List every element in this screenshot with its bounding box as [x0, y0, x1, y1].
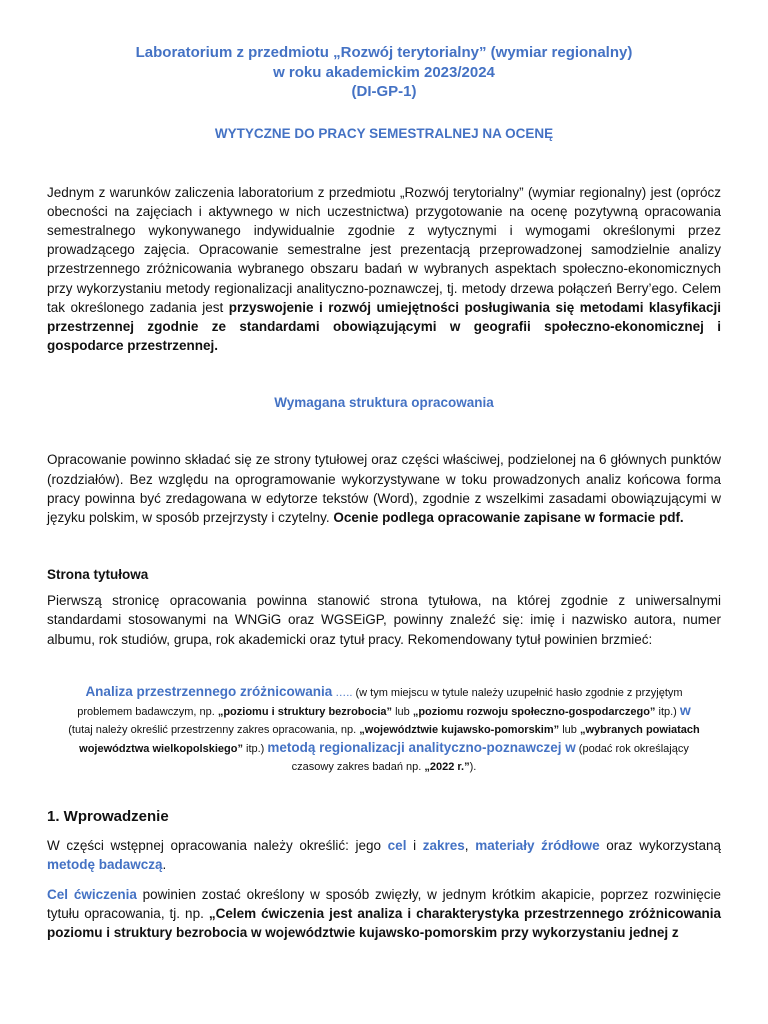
structure-text: Opracowanie powinno składać się ze strony tytułowej oraz części właściwej, podzielonej na 6 głównych punktów (rozdziałów). Bez względu na oprogramowanie wykorzystywane w toku prowadzonych analiz końcowa forma pracy powinna być zredagowana w edytorze tekstów (Word), zgodnie z wszelkimi zasadami obowiązującymi w języku polskim, w sposób przejrzysty i czytelny. — [47, 452, 721, 525]
rec-title-part-1: Analiza przestrzennego zróżnicowania — [85, 683, 333, 699]
structure-paragraph — [47, 450, 721, 527]
recommended-title-block — [67, 683, 701, 777]
s1-metode: metodę badawczą — [47, 857, 163, 873]
s1-text-c: , — [464, 838, 476, 854]
rec-w: w — [679, 702, 691, 719]
document-subtitle: WYTYCZNE DO PRACY SEMESTRALNEJ NA OCENĘ — [214, 125, 554, 141]
intro-text: Jednym z warunków zaliczenia laboratorium z przedmiotu „Rozwój terytorialny” (wymiar regionalny) jest (oprócz obecności na zajęciach i aktywnego w nich uczestnictwa) przygotowanie na ocenę pozytywną opracowania semestralnego wykonywanego indywidualnie zgodnie z wytycznymi i wymogami określonymi przez prowadzącego zajęcia. Opracowanie semestralne jest prezentacją przeprowadzonej samodzielnie analizy przestrzennego zróżnicowania wybranego obszaru badań w wybranych aspektach społeczno-ekonomicznych przy wykorzystaniu metody regionalizacji analityczno-poznawczej, tj. metody drzewa połączeń Berry’ego. Celem tak określonego zadania jest — [47, 184, 721, 315]
s1-text-b: i — [406, 838, 423, 854]
header-line-1: Laboratorium z przedmiotu „Rozwój terytorialny” (wymiar regionalny) — [135, 44, 633, 61]
title-page-heading: Strona tytułowa — [47, 567, 149, 583]
rec-end: ). — [469, 760, 477, 773]
s1-cel-cwiczenia: Cel ćwiczenia — [47, 886, 137, 902]
s1-cel: cel — [387, 838, 407, 854]
rec-dots: ….. — [332, 686, 356, 699]
intro-bold-text: przyswojenie i rozwój umiejętności posługiwania się metodami klasyfikacji przestrzennej zgodnie ze standardami obowiązującymi w geografii społeczno-ekonomicznej i gospodarce przestrzennej. — [47, 299, 721, 354]
rec-example-3: „województwie kujawsko-pomorskim” — [359, 723, 560, 736]
structure-title: Wymagana struktura opracowania — [274, 395, 494, 411]
s1-text-d: oraz wykorzystaną — [599, 838, 721, 854]
rec-example-1: „poziomu i struktury bezrobocia” — [217, 706, 393, 719]
section-1-heading: 1. Wprowadzenie — [47, 808, 169, 826]
s1-text-e: . — [162, 857, 167, 873]
rec-note-3: (podać rok określający czasowy zakres badań np. — [291, 743, 689, 773]
rec-title-part-2: metodą regionalizacji analityczno-poznawczej w — [267, 740, 576, 756]
s1-text-a: W części wstępnej opracowania należy określić: jego — [47, 838, 388, 854]
rec-example-5: „2022 r.” — [424, 760, 470, 773]
intro-paragraph — [47, 183, 721, 356]
rec-note-2: (tutaj należy określić przestrzenny zakres opracowania, np. — [68, 723, 360, 736]
rec-example-2: „poziomu rozwoju społeczno-gospodarczego” — [412, 706, 656, 719]
document-header — [47, 0, 721, 102]
section-1-paragraph-1 — [47, 836, 721, 874]
rec-note-1: (w tym miejscu w tytule należy uzupełnić hasło zgodnie z przyjętym problemem badawczym, np. — [77, 686, 683, 719]
header-line-3: (DI-GP-1) — [351, 83, 417, 100]
header-line-2: w roku akademickim 2023/2024 — [273, 63, 495, 81]
s1-zakres: zakres — [422, 838, 465, 854]
s1-p2-text: powinien zostać określony w sposób zwięzły, w jednym krótkim akapicie, poprzez rozwinięcie tytułu opracowania, tj. np. — [47, 886, 722, 921]
rec-etc-2: itp.) — [242, 743, 268, 756]
rec-or-1: lub — [392, 706, 413, 719]
rec-etc-1: itp.) — [655, 706, 680, 719]
s1-materialy: materiały źródłowe — [475, 838, 600, 854]
rec-or-2: lub — [559, 723, 580, 736]
structure-bold-text: Ocenie podlega opracowanie zapisane w formacie pdf. — [333, 509, 684, 525]
section-1-paragraph-2 — [47, 885, 721, 943]
s1-p2-bold: „Celem ćwiczenia jest analiza i charakterystyka przestrzennego zróżnicowania poziomu i struktury bezrobocia w województwie kujawsko-pomorskim przy wykorzystaniu jednej z — [47, 905, 721, 941]
rec-example-4: „wybranych powiatach województwa wielkopolskiego” — [79, 723, 700, 756]
title-page-paragraph: Pierwszą stronicę opracowania powinna stanowić strona tytułowa, na której zgodnie z uniwersalnymi standardami stosowanymi na WNGiG oraz WGSEiGP, powinny znaleźć się: imię i nazwisko autora, numer albumu, rok studiów, grupa, rok akademicki oraz tytuł pracy. Rekomendowany tytuł powinien brzmieć: — [47, 593, 721, 647]
